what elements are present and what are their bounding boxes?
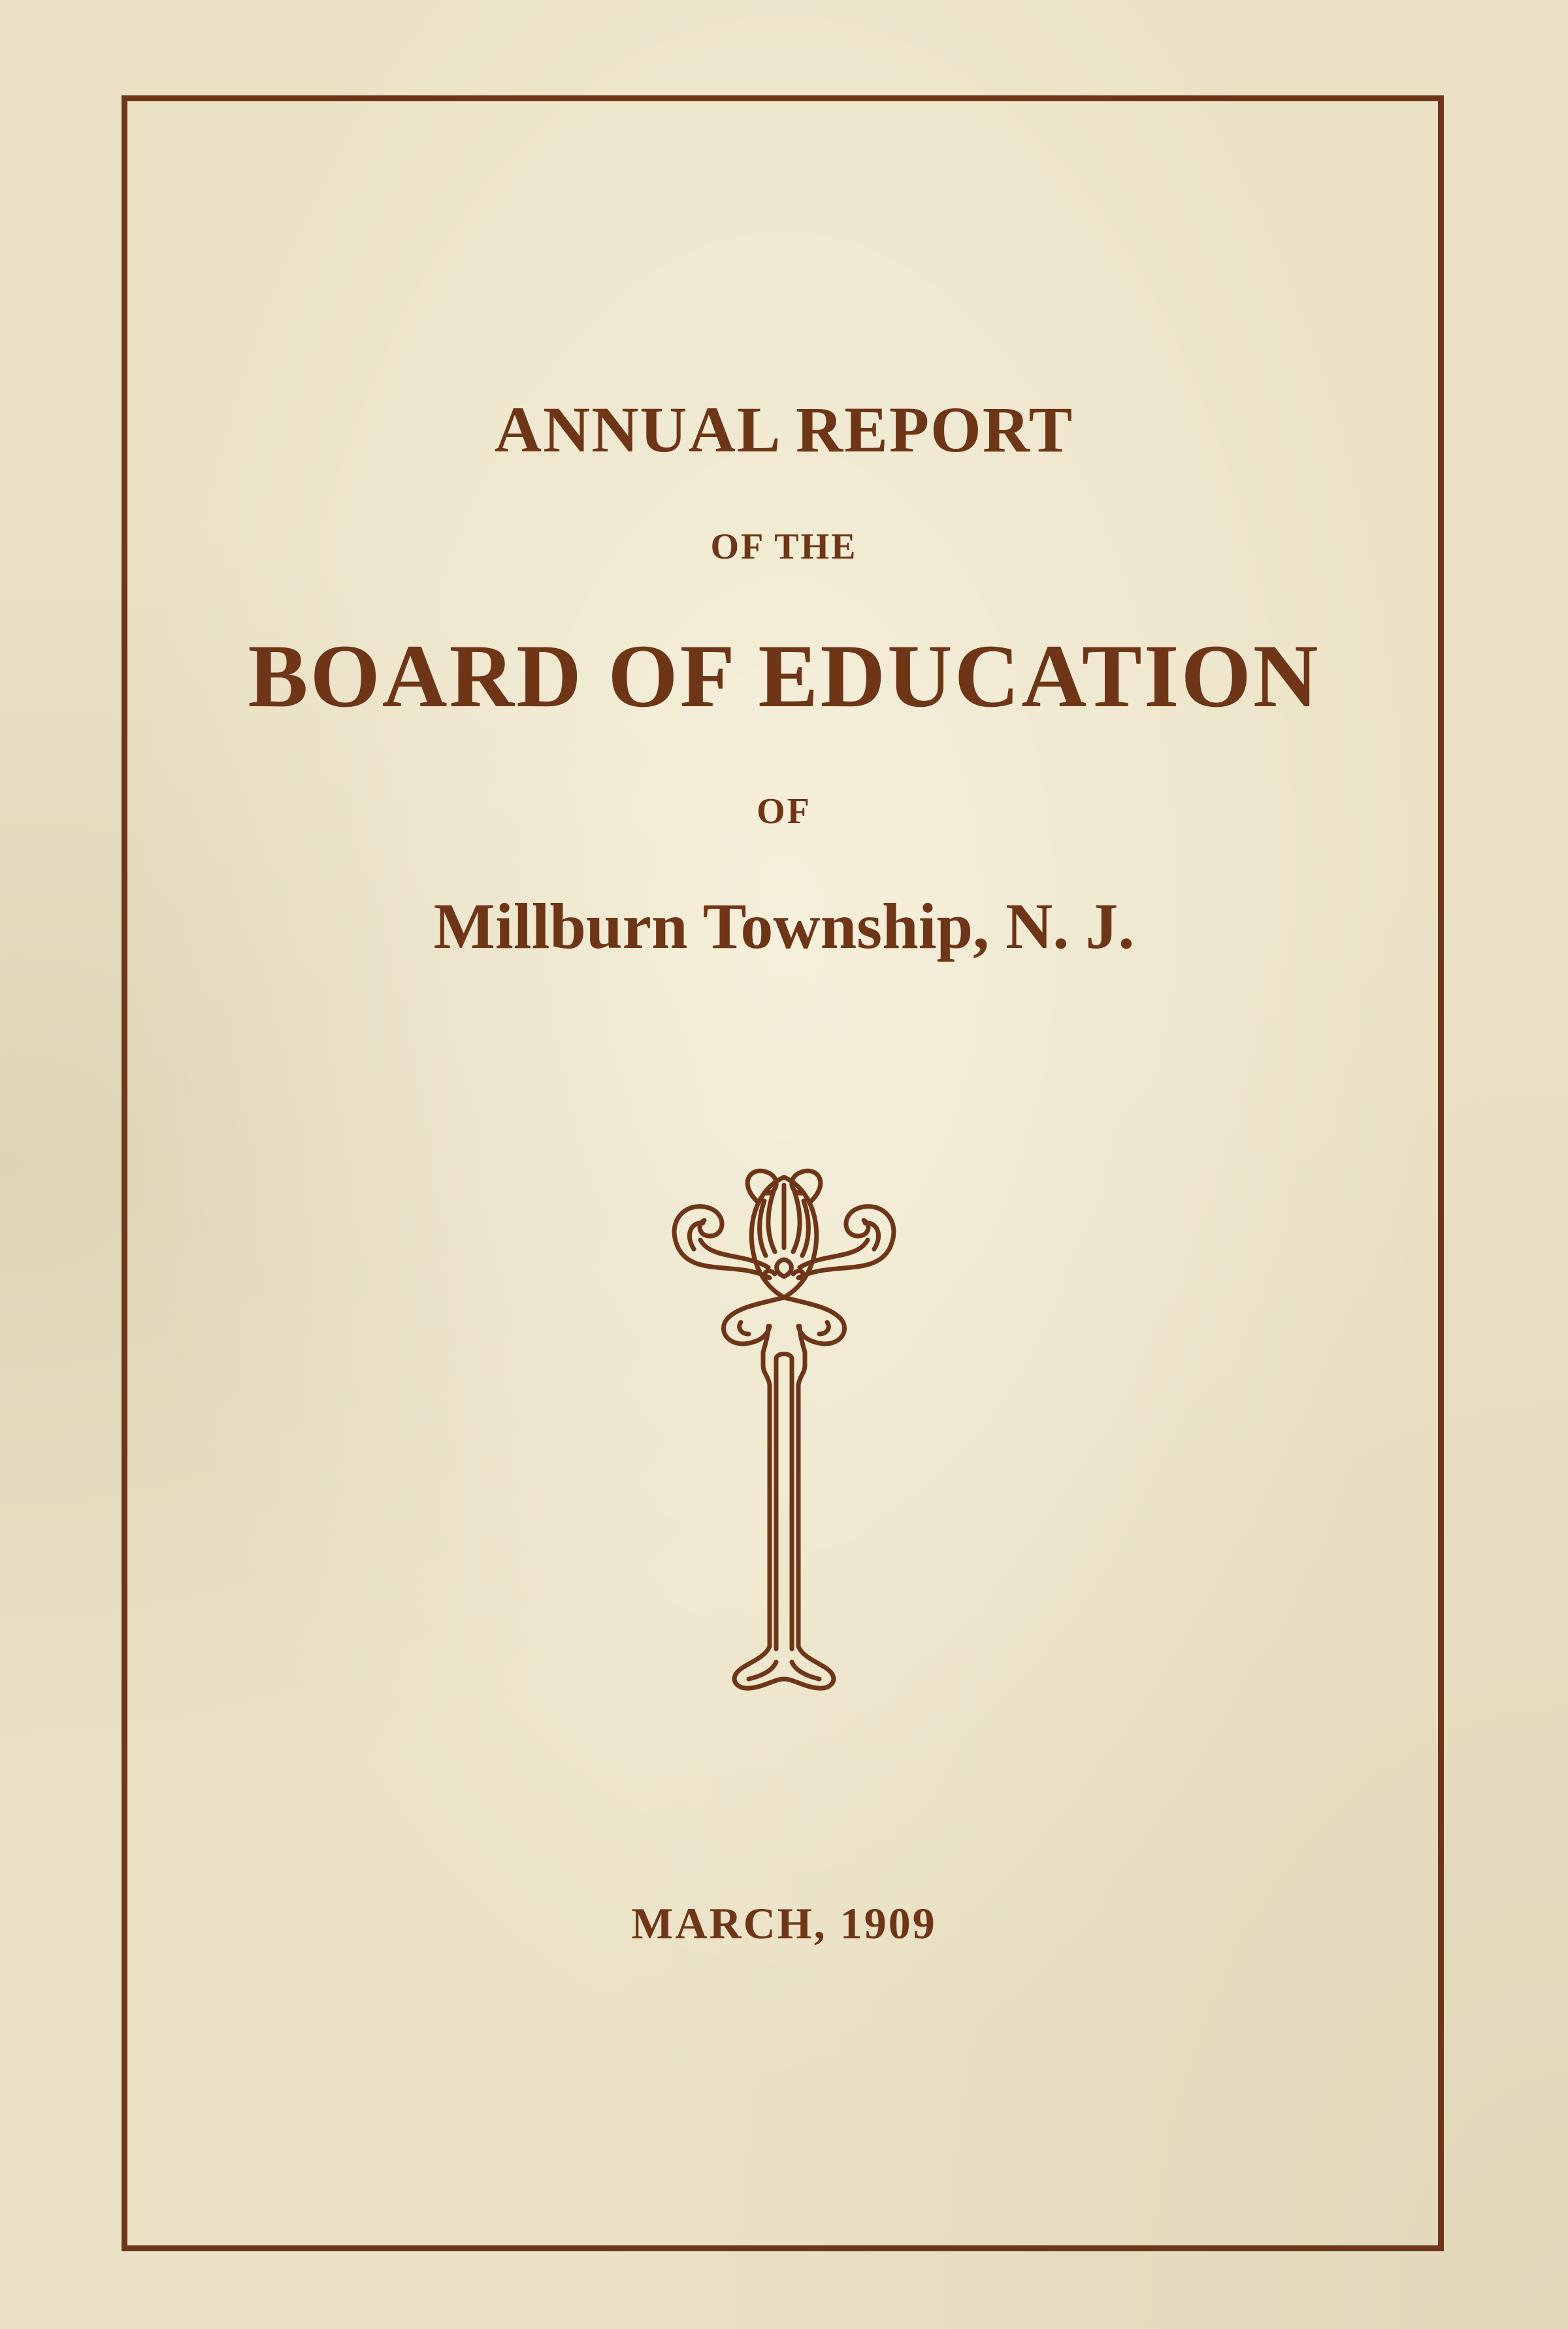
title-of-the: OF THE: [710, 527, 858, 567]
title-board-of-education: BOARD OF EDUCATION: [248, 626, 1320, 726]
location-title: Millburn Township, N. J.: [433, 890, 1135, 962]
publication-date: MARCH, 1909: [631, 1898, 937, 1948]
art-nouveau-flower-ornament-icon: [653, 1163, 915, 1699]
title-annual-report: ANNUAL REPORT: [494, 393, 1074, 466]
title-of: OF: [757, 791, 811, 832]
